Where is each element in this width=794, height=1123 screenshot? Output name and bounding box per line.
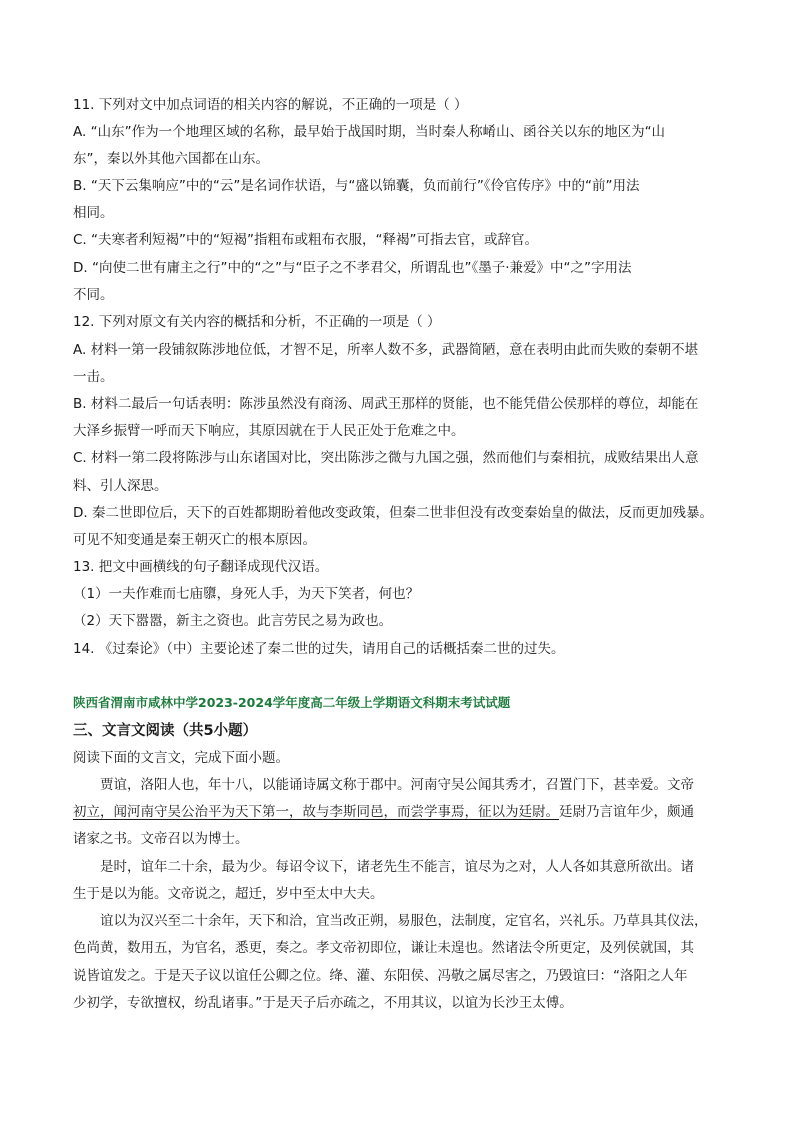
question-11-option-a: A. “山东”作为一个地理区域的名称，最早始于战国时期，当时秦人称崤山、函谷关以东的地区为“山 bbox=[73, 124, 666, 140]
passage-paragraph-3-line-1: 谊以为汉兴至二十余年，天下和洽，宜当改正朔，易服色，法制度，定官名，兴礼乐。乃草具其仪法， bbox=[100, 913, 708, 929]
passage-paragraph-1-line-3: 诸家之书。文帝召以为博士。 bbox=[73, 831, 249, 847]
question-14-stem: 14. 《过秦论》（中）主要论述了秦二世的过失，请用自己的话概括秦二世的过失。 bbox=[73, 641, 565, 657]
question-13-stem: 13. 把文中画横线的句子翻译成现代汉语。 bbox=[73, 559, 329, 575]
question-12-option-c-cont: 料、引人深思。 bbox=[73, 478, 168, 494]
section-heading: 三、文言文阅读（共5小题） bbox=[73, 723, 258, 739]
question-12-option-b-cont: 大泽乡振臂一呼而天下响应，其原因就在于人民正处于危难之中。 bbox=[73, 423, 465, 439]
underlined-sentence: 初立，闻河南守吴公治平为天下第一，故与李斯同邑，而尝学事焉，征以为廷尉。 bbox=[73, 804, 559, 820]
question-12-stem: 12. 下列对原文有关内容的概括和分析，不正确的一项是（ ） bbox=[73, 314, 441, 330]
section-instruction: 阅读下面的文言文，完成下面小题。 bbox=[73, 750, 289, 766]
question-12-option-b: B. 材料二最后一句话表明：陈涉虽然没有商汤、周武王那样的贤能，也不能凭借公侯那样的尊位，却能在 bbox=[73, 396, 699, 412]
question-11-option-c: C. “夫寒者利短褐”中的“短褐”指粗布或粗布衣服，“释褐”可指去官，或辞官。 bbox=[73, 232, 538, 248]
passage-paragraph-3-line-2: 色尚黄，数用五，为官名，悉更，奏之。孝文帝初即位，谦让未遑也。然诸法令所更定，及列侯就国，其 bbox=[73, 940, 694, 956]
passage-paragraph-2-line-2: 生于是以为能。文帝说之，超迁，岁中至太中大夫。 bbox=[73, 886, 384, 902]
passage-paragraph-2-line-1: 是时，谊年二十余，最为少。每诏令议下，诸老先生不能言，谊尽为之对，人人各如其意所欲出。诸 bbox=[100, 859, 694, 875]
passage-paragraph-3-line-4: 少初学，专欲擅权，纷乱诸事。”于是天子后亦疏之，不用其议，以谊为长沙王太傅。 bbox=[73, 995, 573, 1011]
question-11-option-d: D. “向使二世有庸主之行”中的“之”与“臣子之不孝君父，所谓乱也”《墨子·兼爱》中“之”字用法 bbox=[73, 260, 632, 276]
question-12-option-a: A. 材料一第一段铺叙陈涉地位低，才智不足，所率人数不多，武器简陋，意在表明由此而失败的秦朝不堪 bbox=[73, 342, 699, 358]
question-12-option-a-cont: 一击。 bbox=[73, 369, 114, 385]
exam-source-title: 陕西省渭南市咸林中学2023-2024学年度高二年级上学期语文科期末考试试题 bbox=[73, 695, 511, 710]
passage-text: 廷尉乃言谊年少，颇通 bbox=[559, 804, 694, 820]
question-12-option-c: C. 材料一第二段将陈涉与山东诸国对比，突出陈涉之微与九国之强，然而他们与秦相抗，成败结果出人意 bbox=[73, 450, 699, 466]
passage-paragraph-1-line-1: 贾谊，洛阳人也，年十八，以能诵诗属文称于郡中。河南守吴公闻其秀才，召置门下，甚幸爱。文帝 bbox=[100, 777, 694, 793]
question-12-option-d-cont: 可见不知变通是秦王朝灭亡的根本原因。 bbox=[73, 532, 316, 548]
passage-paragraph-1-line-2 bbox=[73, 802, 733, 822]
question-11-option-a-cont: 东”，秦以外其他六国都在山东。 bbox=[73, 151, 269, 167]
question-13-item-2: （2）天下嚣嚣，新主之资也。此言劳民之易为政也。 bbox=[73, 613, 393, 629]
question-11-option-b-cont: 相同。 bbox=[73, 205, 114, 221]
question-11-option-d-cont: 不同。 bbox=[73, 287, 114, 303]
question-11-option-b: B. “天下云集响应”中的“云”是名词作状语，与“盛以锦囊，负而前行”《伶官传序》中的“前”用法 bbox=[73, 178, 640, 194]
question-11-stem: 11. 下列对文中加点词语的相关内容的解说，不正确的一项是（ ） bbox=[73, 97, 468, 113]
question-13-item-1: （1）一夫作难而七庙隳，身死人手，为天下笑者，何也？ bbox=[73, 586, 420, 602]
passage-paragraph-3-line-3: 说皆谊发之。于是天子议以谊任公卿之位。绛、灌、东阳侯、冯敬之属尽害之，乃毁谊曰：“洛阳之人年 bbox=[73, 968, 688, 984]
question-12-option-d: D. 秦二世即位后，天下的百姓都期盼着他改变政策，但秦二世非但没有改变秦始皇的做法，反而更加残暴。 bbox=[73, 505, 713, 521]
